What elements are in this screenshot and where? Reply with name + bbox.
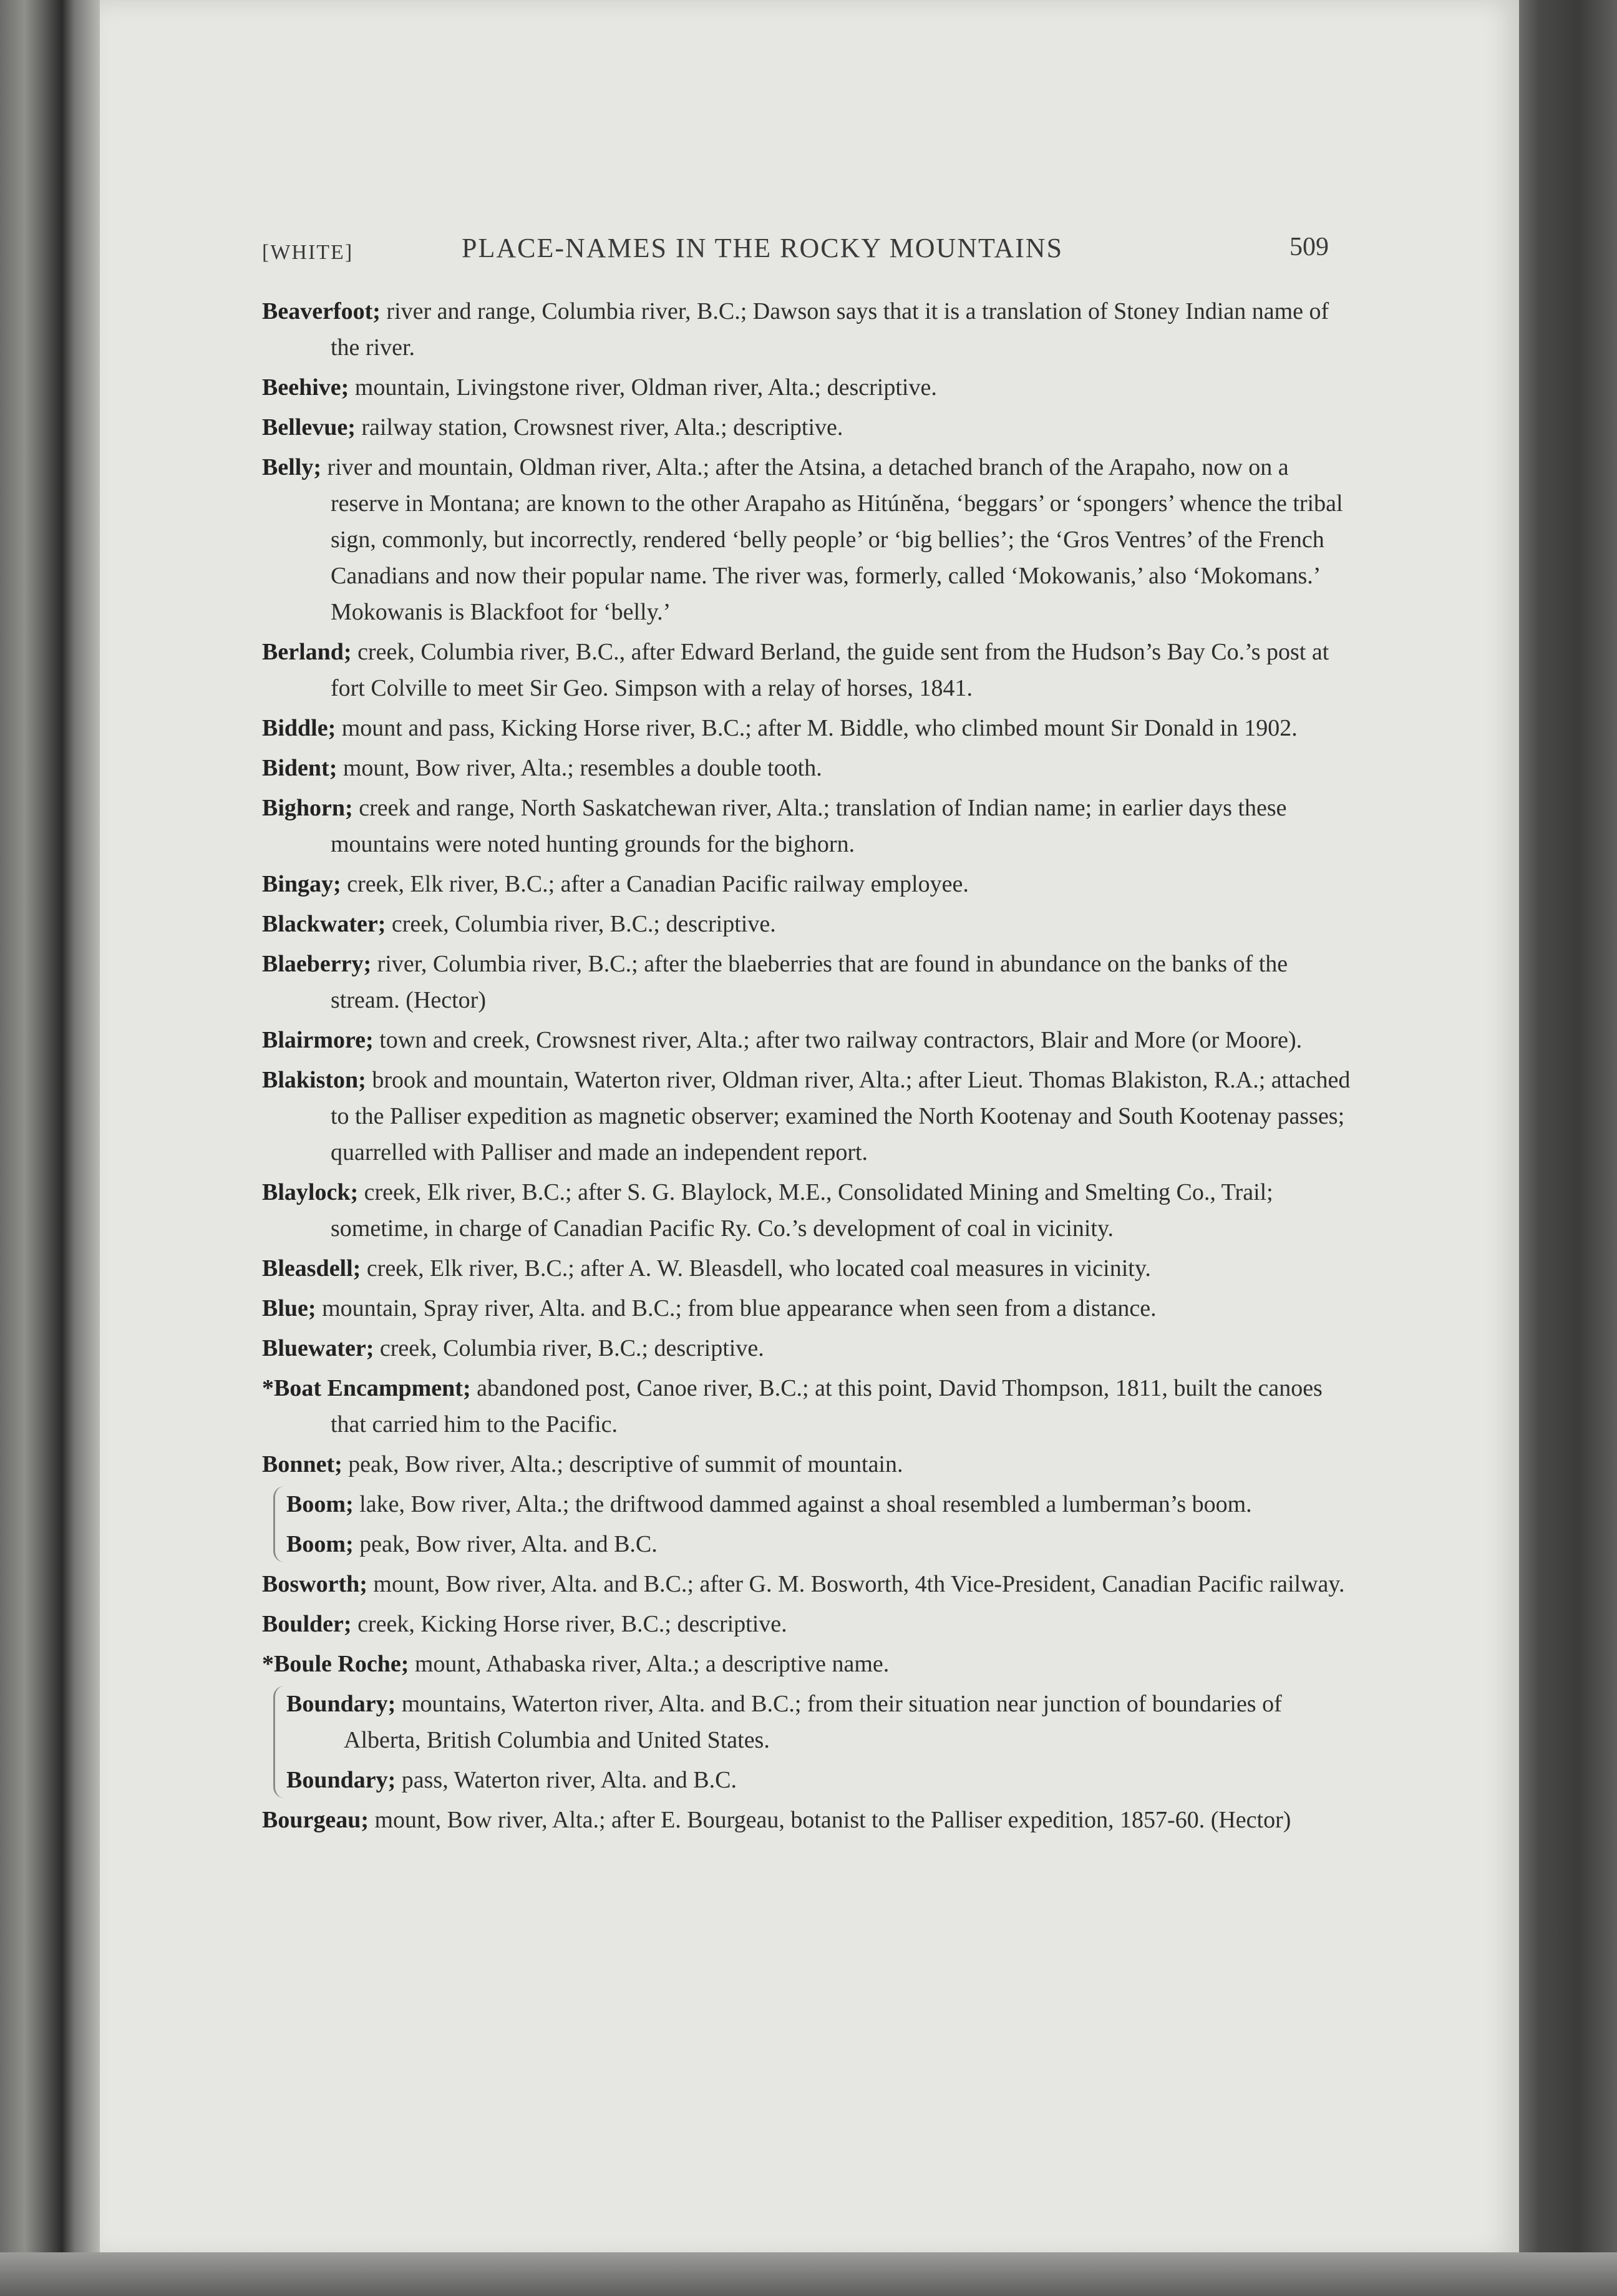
entry-boule-roche bbox=[262, 1646, 1360, 1682]
entry-berland bbox=[262, 634, 1360, 706]
headword: Bleasdell; bbox=[262, 1255, 361, 1282]
headword: Bosworth; bbox=[262, 1571, 367, 1597]
entry-text: mountain, Spray river, Alta. and B.C.; from blue appearance when seen from a distance. bbox=[316, 1295, 1157, 1321]
entry-text: creek, Elk river, B.C.; after A. W. Bleasdell, who located coal measures in vicinity. bbox=[361, 1255, 1151, 1282]
headword: Blue; bbox=[262, 1295, 316, 1321]
headword: Bellevue; bbox=[262, 414, 356, 440]
entry-boom-lake bbox=[286, 1486, 1360, 1522]
headword: Boom; bbox=[286, 1531, 354, 1557]
headword: Boulder; bbox=[262, 1611, 352, 1637]
entry-blairmore bbox=[262, 1022, 1360, 1058]
headword: Blairmore; bbox=[262, 1027, 374, 1053]
entry-beehive bbox=[262, 369, 1360, 406]
author-tag: [WHITE] bbox=[262, 241, 354, 264]
headword: Beehive; bbox=[262, 374, 349, 401]
headword: Bingay; bbox=[262, 871, 341, 897]
entry-blackwater bbox=[262, 906, 1360, 942]
headword: Bourgeau; bbox=[262, 1807, 369, 1833]
headword: Blaeberry; bbox=[262, 951, 372, 977]
entry-text: creek, Elk river, B.C.; after S. G. Blaylock, M.E., Consolidated Mining and Smelting Co., Trail; sometime, in charge of Canadian Pacific Ry. Co.’s development of coal in vicinity. bbox=[331, 1179, 1273, 1242]
headword: *Boule Roche; bbox=[262, 1651, 409, 1677]
headword: Boom; bbox=[286, 1491, 354, 1517]
brace-group-boom bbox=[273, 1486, 1360, 1562]
entry-text: creek, Columbia river, B.C.; descriptive. bbox=[374, 1335, 764, 1361]
entry-text: mount, Bow river, Alta.; resembles a double tooth. bbox=[337, 755, 822, 781]
entry-text: creek, Elk river, B.C.; after a Canadian Pacific railway employee. bbox=[341, 871, 969, 897]
entry-text: peak, Bow river, Alta.; descriptive of summit of mountain. bbox=[342, 1451, 903, 1477]
headword: Blackwater; bbox=[262, 911, 386, 937]
entry-bellevue bbox=[262, 409, 1360, 445]
book-edge-right bbox=[1519, 0, 1617, 2296]
entry-text: town and creek, Crowsnest river, Alta.; after two railway contractors, Blair and More (or Moore). bbox=[373, 1027, 1303, 1053]
entry-text: lake, Bow river, Alta.; the driftwood dammed against a shoal resembled a lumberman’s boom. bbox=[353, 1491, 1252, 1517]
entry-text: abandoned post, Canoe river, B.C.; at this point, David Thompson, 1811, built the canoes that carried him to the Pacific. bbox=[331, 1375, 1323, 1437]
entry-text: mount, Athabaska river, Alta.; a descriptive name. bbox=[409, 1651, 890, 1677]
headword: Boundary; bbox=[286, 1767, 396, 1793]
entry-bonnet bbox=[262, 1446, 1360, 1482]
entry-text: mount, Bow river, Alta.; after E. Bourgeau, botanist to the Palliser expedition, 1857-60. (Hector) bbox=[369, 1807, 1291, 1833]
entry-text: creek, Columbia river, B.C., after Edward Berland, the guide sent from the Hudson’s Bay Co.’s post at fort Colville to meet Sir Geo. Simpson with a relay of horses, 1841. bbox=[331, 639, 1329, 701]
entry-text: river and mountain, Oldman river, Alta.; after the Atsina, a detached branch of the Arapaho, now on a reserve in Montana; are known to the other Arapaho as Hitúněna, ‘beggars’ or ‘spongers’ whence the tribal sign, commonly, but incorrectly, rendered ‘belly people’ or ‘big bellies’; the ‘Gros Ventres’ of the French Canadians and now their popular name. The river was, formerly, called ‘Mokowanis,’ also ‘Mokomans.’ Mokowanis is Blackfoot for ‘belly.’ bbox=[321, 454, 1343, 625]
book-binding-left bbox=[0, 0, 100, 2296]
entry-bosworth bbox=[262, 1566, 1360, 1602]
headword: Bonnet; bbox=[262, 1451, 342, 1477]
entry-boundary-pass bbox=[286, 1762, 1360, 1798]
entry-blaeberry bbox=[262, 946, 1360, 1018]
headword: *Boat Encampment; bbox=[262, 1375, 471, 1401]
entry-bident bbox=[262, 750, 1360, 786]
entry-boundary-mountains bbox=[286, 1686, 1360, 1758]
headword: Blakiston; bbox=[262, 1067, 366, 1093]
entry-text: creek and range, North Saskatchewan river, Alta.; translation of Indian name; in earlier days these mountains were noted hunting grounds for the bighorn. bbox=[331, 795, 1287, 857]
headword: Berland; bbox=[262, 639, 352, 665]
headword: Belly; bbox=[262, 454, 321, 480]
headword: Boundary; bbox=[286, 1691, 396, 1717]
entry-blue bbox=[262, 1290, 1360, 1326]
entry-text: mount and pass, Kicking Horse river, B.C.; after M. Biddle, who climbed mount Sir Donald in 1902. bbox=[336, 715, 1298, 741]
entry-text: creek, Kicking Horse river, B.C.; descriptive. bbox=[351, 1611, 787, 1637]
entry-bleasdell bbox=[262, 1250, 1360, 1287]
entry-bluewater bbox=[262, 1330, 1360, 1366]
entry-bourgeau bbox=[262, 1802, 1360, 1838]
entry-boulder bbox=[262, 1606, 1360, 1642]
entry-biddle bbox=[262, 710, 1360, 746]
entry-text: creek, Columbia river, B.C.; descriptive. bbox=[386, 911, 776, 937]
headword: Beaverfoot; bbox=[262, 298, 381, 324]
entry-text: mountain, Livingstone river, Oldman river, Alta.; descriptive. bbox=[349, 374, 937, 401]
headword: Bluewater; bbox=[262, 1335, 374, 1361]
entry-text: brook and mountain, Waterton river, Oldman river, Alta.; after Lieut. Thomas Blakiston, R.A.; attached to the Palliser expedition as magnetic observer; examined the North Kootenay and South Kootenay passes; quarrelled with Palliser and made an independent report. bbox=[331, 1067, 1351, 1165]
entry-text: mountains, Waterton river, Alta. and B.C.; from their situation near junction of boundaries of Alberta, British Columbia and United States. bbox=[344, 1691, 1282, 1753]
entry-text: railway station, Crowsnest river, Alta.; descriptive. bbox=[355, 414, 843, 440]
entry-text: river and range, Columbia river, B.C.; Dawson says that it is a translation of Stoney Indian name of the river. bbox=[331, 298, 1329, 361]
entry-text: river, Columbia river, B.C.; after the blaeberries that are found in abundance on the banks of the stream. (Hector) bbox=[331, 951, 1288, 1013]
entry-bingay bbox=[262, 866, 1360, 902]
entry-text: pass, Waterton river, Alta. and B.C. bbox=[396, 1767, 737, 1793]
headword: Bident; bbox=[262, 755, 337, 781]
headword: Biddle; bbox=[262, 715, 336, 741]
headword: Blaylock; bbox=[262, 1179, 359, 1205]
entry-text: mount, Bow river, Alta. and B.C.; after G. M. Bosworth, 4th Vice-President, Canadian Pacific railway. bbox=[367, 1571, 1345, 1597]
page-number: 509 bbox=[1289, 233, 1329, 261]
entry-blakiston bbox=[262, 1062, 1360, 1170]
brace-group-boundary bbox=[273, 1686, 1360, 1798]
headword: Bighorn; bbox=[262, 795, 353, 821]
book-edge-bottom bbox=[0, 2252, 1617, 2296]
entry-boom-peak bbox=[286, 1526, 1360, 1562]
entry-bighorn bbox=[262, 790, 1360, 862]
entry-text: peak, Bow river, Alta. and B.C. bbox=[353, 1531, 658, 1557]
gazetteer-entries bbox=[262, 293, 1360, 1842]
running-head bbox=[262, 232, 1329, 270]
entry-blaylock bbox=[262, 1174, 1360, 1247]
entry-beaverfoot bbox=[262, 293, 1360, 366]
entry-boat-encampment bbox=[262, 1370, 1360, 1442]
page-title: PLACE-NAMES IN THE ROCKY MOUNTAINS bbox=[462, 233, 1064, 263]
entry-belly bbox=[262, 449, 1360, 630]
